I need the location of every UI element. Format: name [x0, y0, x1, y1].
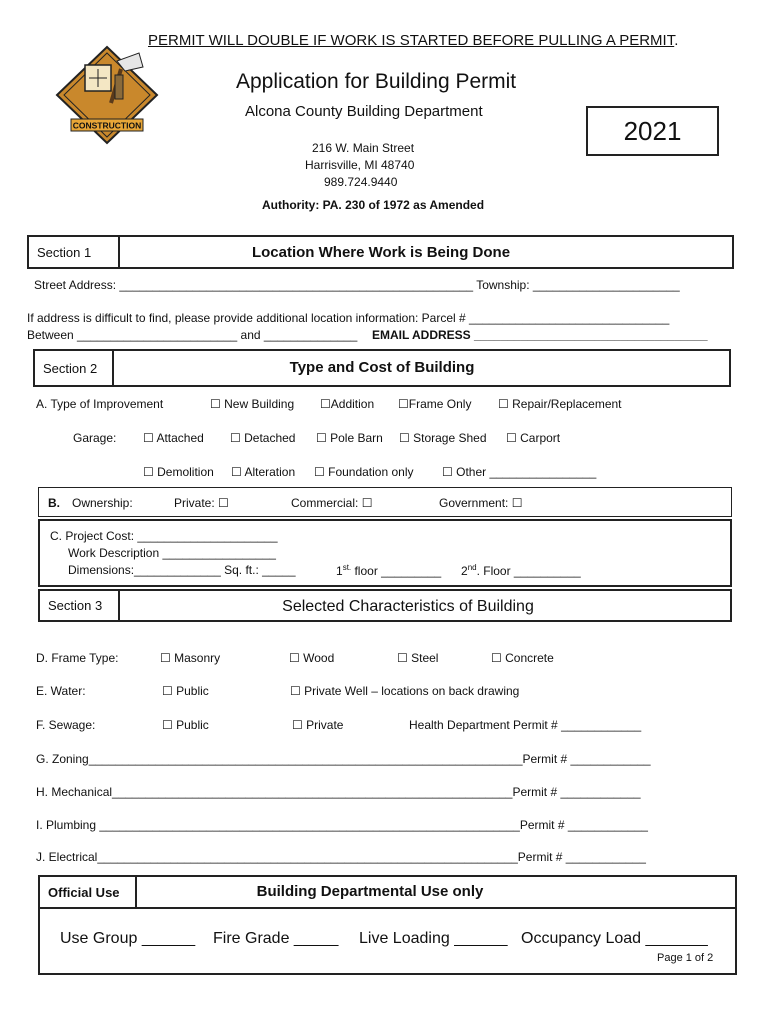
project-cost-line[interactable]: C. Project Cost: _____________________: [50, 529, 278, 543]
frame-only-label: Frame Only: [408, 397, 472, 411]
plumbing-line[interactable]: I. Plumbing _______________________________________________________________Permit # ____________: [36, 818, 648, 832]
private-label: Private:: [174, 496, 215, 510]
checkbox-demolition[interactable]: [143, 465, 214, 479]
sewage-private-label: Private: [306, 718, 344, 732]
dimensions-line[interactable]: Dimensions:_____________ Sq. ft.: _____: [68, 563, 296, 577]
masonry-label: Masonry: [174, 651, 221, 665]
water-public-label: Public: [176, 684, 209, 698]
sewage-label: F. Sewage:: [36, 718, 96, 732]
sewage-public-label: Public: [176, 718, 209, 732]
checkbox-detached[interactable]: [230, 431, 295, 445]
attached-label: Attached: [156, 431, 204, 445]
year-box: [586, 106, 719, 156]
ownership-box: [38, 487, 732, 517]
mechanical-line[interactable]: H. Mechanical____________________________________________________________Permit # ____________: [36, 785, 641, 799]
ownership-letter: B.: [48, 496, 60, 510]
checkbox-masonry[interactable]: [160, 651, 220, 665]
section3-title: Selected Characteristics of Building: [282, 598, 534, 615]
section2-label-text: Section 2: [43, 360, 98, 376]
second-floor-line[interactable]: [461, 563, 581, 578]
demolition-label: Demolition: [157, 465, 214, 479]
fire-grade-field[interactable]: Fire Grade _____: [213, 930, 339, 947]
between-line[interactable]: Between ________________________ and ______________: [27, 328, 358, 342]
water-label: E. Water:: [36, 684, 86, 698]
private-well-label: Private Well – locations on back drawing: [304, 684, 520, 698]
first-floor-num: 1: [336, 564, 343, 578]
permit-warning-text: PERMIT WILL DOUBLE IF WORK IS STARTED BEFORE PULLING A PERMIT: [148, 32, 675, 49]
wood-label: Wood: [303, 651, 335, 665]
section3-label-text: Section 3: [48, 598, 103, 613]
ownership-government[interactable]: [439, 496, 522, 510]
commercial-label: Commercial:: [291, 496, 359, 510]
department-name: Alcona County Building Department: [245, 103, 483, 120]
other-label: Other ________________: [456, 465, 597, 479]
checkbox-wood[interactable]: [289, 651, 334, 665]
zoning-line[interactable]: G. Zoning_________________________________________________________________Permit # ____________: [36, 752, 651, 766]
section2-title: Type and Cost of Building: [289, 359, 475, 376]
addition-label: Addition: [330, 397, 375, 411]
checkbox-sewage-private[interactable]: [292, 718, 343, 732]
second-floor-rest: . Floor __________: [476, 564, 581, 578]
government-checkbox[interactable]: [512, 496, 523, 510]
checkbox-repair[interactable]: [498, 397, 622, 411]
year-text: 2021: [623, 115, 682, 146]
section1-label-text: Section 1: [37, 244, 92, 260]
second-floor-sup: nd: [467, 563, 477, 572]
ownership-commercial[interactable]: [291, 496, 372, 510]
checkbox-sewage-public[interactable]: [162, 718, 209, 732]
carport-label: Carport: [520, 431, 561, 445]
permit-warning-period: .: [674, 32, 679, 49]
checkbox-concrete[interactable]: [491, 651, 554, 665]
checkbox-storage-shed[interactable]: [399, 431, 487, 445]
page-number: Page 1 of 2: [657, 952, 714, 964]
first-floor-line[interactable]: [336, 563, 441, 578]
construction-logo: [55, 45, 160, 145]
official-use-label: [39, 876, 137, 908]
improvement-label: A. Type of Improvement: [36, 397, 164, 411]
health-department-line[interactable]: Health Department Permit # ____________: [409, 718, 642, 732]
use-group-field[interactable]: Use Group ______: [60, 930, 196, 947]
logo-text: CONSTRUCTION: [72, 120, 142, 131]
live-loading-field[interactable]: Live Loading ______: [359, 930, 508, 947]
private-checkbox[interactable]: [218, 496, 229, 510]
section2-label: [34, 350, 114, 386]
checkbox-addition[interactable]: [320, 397, 374, 411]
checkbox-other[interactable]: [442, 465, 596, 479]
electrical-line[interactable]: J. Electrical_______________________________________________________________Permit # ____________: [36, 850, 646, 864]
checkbox-private-well[interactable]: [290, 684, 519, 698]
phone-number: 989.724.9440: [324, 175, 398, 189]
checkbox-steel[interactable]: [397, 651, 438, 665]
checkbox-carport[interactable]: [506, 431, 560, 445]
garage-label: Garage:: [73, 431, 117, 445]
first-floor-rest: floor _________: [351, 564, 442, 578]
page-title: Application for Building Permit: [236, 70, 517, 93]
foundation-label: Foundation only: [328, 465, 414, 479]
authority-text: Authority: PA. 230 of 1972 as Amended: [262, 198, 485, 212]
ownership-label: Ownership:: [72, 496, 133, 510]
second-floor-num: 2: [461, 564, 468, 578]
checkbox-new-building[interactable]: [210, 397, 294, 411]
section3-label: [39, 590, 120, 621]
section1-label: [28, 236, 120, 268]
permit-warning: [148, 32, 678, 49]
address-city: Harrisville, MI 48740: [305, 158, 415, 172]
section1-title: Location Where Work is Being Done: [251, 244, 511, 261]
alteration-label: Alteration: [244, 465, 296, 479]
official-use-label-text: Official Use: [48, 884, 120, 900]
checkbox-water-public[interactable]: [162, 684, 209, 698]
ownership-private[interactable]: [174, 496, 229, 510]
first-floor-sup: st.: [342, 563, 352, 572]
concrete-label: Concrete: [505, 651, 554, 665]
street-address-line[interactable]: Street Address: _____________________________________________________ Township: ______________________: [34, 278, 680, 292]
storage-shed-label: Storage Shed: [413, 431, 487, 445]
steel-label: Steel: [411, 651, 439, 665]
official-use-title: Building Departmental Use only: [256, 883, 484, 900]
government-label: Government:: [439, 496, 509, 510]
checkbox-attached[interactable]: [143, 431, 204, 445]
checkbox-foundation[interactable]: [314, 465, 414, 479]
commercial-checkbox[interactable]: [362, 496, 373, 510]
pole-barn-label: Pole Barn: [330, 431, 383, 445]
email-address-line[interactable]: EMAIL ADDRESS ___________________________________: [372, 328, 708, 342]
parcel-info-line[interactable]: If address is difficult to find, please provide additional location information: Parcel # ______________________________: [27, 311, 670, 325]
repair-label: Repair/Replacement: [512, 397, 622, 411]
frame-type-label: D. Frame Type:: [36, 651, 119, 665]
checkbox-frame-only[interactable]: [398, 397, 471, 411]
detached-label: Detached: [244, 431, 296, 445]
occupancy-load-field[interactable]: Occupancy Load _______: [521, 930, 708, 947]
address-street: 216 W. Main Street: [312, 141, 415, 155]
work-description-line[interactable]: Work Description _________________: [68, 546, 276, 560]
checkbox-pole-barn[interactable]: [316, 431, 383, 445]
new-building-label: New Building: [224, 397, 295, 411]
checkbox-alteration[interactable]: [231, 465, 295, 479]
